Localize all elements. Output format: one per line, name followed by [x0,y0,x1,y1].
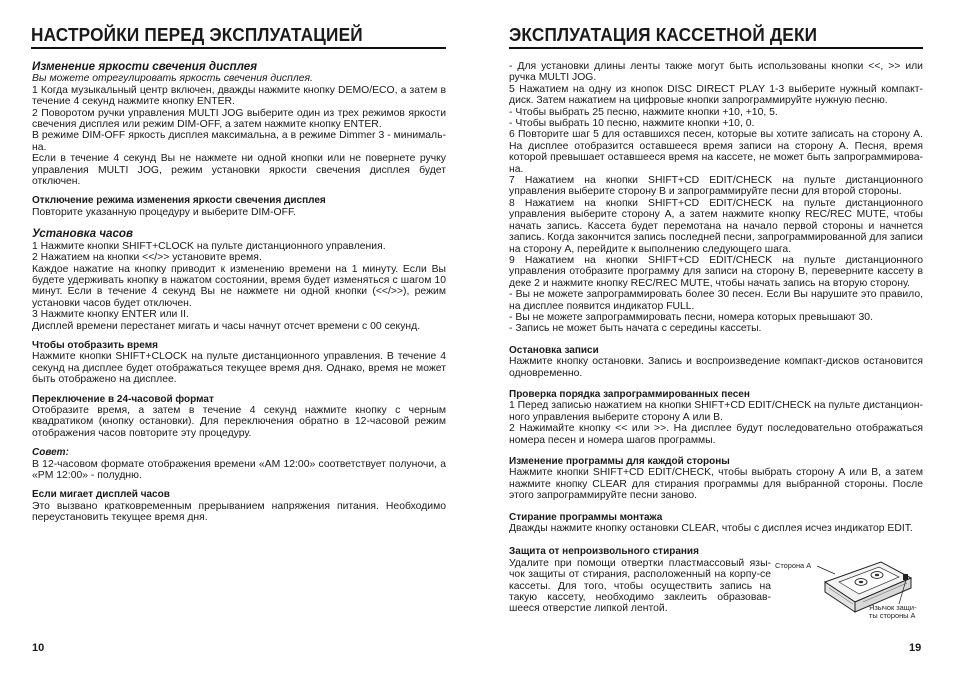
change-text: Нажмите кнопки SHIFT+CD EDIT/CHECK, чтобы выбрать сторону А или В, а затем нажмите кнопку CLEAR для стирания программы для выбранной стороны. После этого запрограммируйте песни заново. [509,467,923,502]
protect-tab [903,574,908,580]
page-title: ЭКСПЛУАТАЦИЯ КАССЕТНОЙ ДЕКИ [509,24,818,45]
format24-text: Отобразите время, а затем в течение 4 секунд нажмите кнопку с черным квадратиком (кнопку остановки). Для переключения обратно в 12-часовой режим отображения часов повторите эту процедуру. [32,404,446,439]
page-number: 10 [32,642,45,654]
page-title: НАСТРОЙКИ ПЕРЕД ЭКСПЛУАТАЦИЕЙ [31,24,363,45]
section-heading-show-time: Чтобы отобразить время [32,339,158,351]
clock-note: Каждое нажатие на кнопку приводит к изменению времени на 1 минуту. Если Вы будете удерживать кнопку в нажатом состоянии, время будет изменяться с шагом 10 минут. Если в течение 4 секунд Вы не нажмете ни одной кнопки (<</>>), режим установки часов будет отключен. [32,263,446,309]
section-heading-24h: Переключение в 24-часовой формат [32,393,214,405]
clock-step-3: 3 Нажмите кнопку ENTER или II. [32,309,189,321]
disable-text: Повторите указанную процедуру и выберите DIM-OFF. [32,206,297,218]
section-heading-protect: Защита от непроизвольного стирания [509,546,699,558]
note-over-30: - Вы не можете запрограммировать песни, номера которых превышают 30. [509,311,873,323]
right-column [509,61,923,615]
brightness-timeout: Если в течение 4 секунд Вы не нажмете ни одной кнопки или не повернете ручку управления MULTI JOG, режим установки яркости свечения дисплея будет отключен. [32,153,446,188]
section-heading-erase: Стирание программы монтажа [509,511,663,523]
note-full: - Вы не можете запрограммировать более 30 песен. Если Вы нарушите это правило, на дисплее появится индикатор FULL. [509,289,923,312]
step-5: 5 Нажатием на одну из кнопок DISC DIRECT PLAY 1-3 выберите нужный компакт-диск. Затем нажатием на цифровые кнопки запрограммируйте нужную песню. [509,83,923,107]
clock-step-2: 2 Нажатием на кнопки <</>> установите время. [32,252,262,264]
section-heading-clock: Установка часов [32,227,133,241]
cassette-illustration [773,552,923,632]
leader-line-a [817,566,835,574]
section-heading-check: Проверка порядка запрограммированных песен [509,388,750,400]
brightness-step-1: 1 Когда музыкальный центр включен, дважды нажмите кнопку DEMO/ECO, а затем в течение 4 секунд нажмите кнопку ENTER. [32,84,446,108]
blink-text: Это вызвано кратковременным прерыванием напряжения питания. Необходимо переустановить текущее время дня. [32,500,446,524]
figure-label-tab-line2: ты стороны А [869,611,916,621]
tip-text: В 12-часовом формате отображения времени «AM 12:00» соответствует полуночи, а «PM 12:00» - полудню. [32,458,446,481]
step-8: 8 Нажатием на кнопки SHIFT+CD EDIT/CHECK на пульте дистанционного управления выберите сторону А, а затем нажмите кнопку REC/REC MUTE, чтобы начать запись. Кассета будет перемотана на начало первой стороны и начнется запись. Когда закончится запись последней песни, запрограммированной для записи на сторону А, перейдите к выполнению следующего шага. [509,197,923,255]
title-rule [509,47,923,49]
note-mid-cassette: - Запись не может быть начата с середины кассеты. [509,323,762,335]
step-6: 6 Повторите шаг 5 для оставшихся песен, которые вы хотите записать на сторону А. На дисплее отобразится оставшееся время записи на сторону А. Песня, время которой превышает оставшееся время на кассете, не может быть запрограммирова-на. [509,129,923,175]
section-heading-blink: Если мигает дисплей часов [32,489,170,501]
right-page [477,0,954,675]
section-heading-disable: Отключение режима изменения яркости свечения дисплея [32,195,326,207]
brightness-note: В режиме DIM-OFF яркость дисплея максимальна, а в режиме Dimmer 3 - минималь-на. [32,130,446,153]
left-column [32,61,446,524]
show-time-text: Нажмите кнопки SHIFT+CLOCK на пульте дистанционного управления. В течение 4 секунд на дисплее будет отображаться текущее время дня. Однако, время не может быть отображено на дисплее. [32,351,446,386]
stop-text: Нажмите кнопку остановки. Запись и воспроизведение компакт-дисков остановится одновременно. [509,356,923,379]
clock-result: Дисплей времени перестанет мигать и часы начнут отсчет времени с 00 секунд. [32,320,421,332]
protect-text: Удалите при помощи отвертки пластмассовый язы-чок защиты от стирания, расположенный на корпу-се кассеты. Для того, чтобы осуществить запись на такую кассету, необходимо заклеить образовав-шееся отверстие липкой лентой. [509,557,771,615]
section-heading-change: Изменение программы для каждой стороны [509,456,730,467]
cassette-body [825,562,911,612]
page-number: 19 [909,642,922,654]
step-5-example-25: - Чтобы выбрать 25 песню, нажмите кнопки +10, +10, 5. [509,106,778,118]
step-7: 7 Нажатием на кнопки SHIFT+CD EDIT/CHECK на пульте дистанционного управления выберите сторону В и запрограммируйте песни для второй стороны. [509,175,923,198]
title-rule [31,47,446,49]
figure-label-tab-line1: Язычок защи- [869,603,917,612]
erase-text: Дважды нажмите кнопку остановки CLEAR, чтобы с дисплея исчез индикатор EDIT. [509,523,913,535]
section-heading-tip: Совет: [32,447,69,459]
step-9: 9 Нажатием на кнопки SHIFT+CD EDIT/CHECK на пульте дистанционного управления отобразите программу для записи на сторону В, переверните кассету в деке 2 и нажмите кнопку REC/REC MUTE, чтобы начать запись на вторую сторону. [509,254,923,289]
brightness-subtitle: Вы можете отрегулировать яркость свечения дисплея. [32,73,313,85]
section-heading-brightness: Изменение яркости свечения дисплея [32,60,258,73]
clock-step-1: 1 Нажмите кнопки SHIFT+CLOCK на пульте дистанционного управления. [32,240,386,252]
cassette-drawing [773,552,923,632]
section-heading-stop: Остановка записи [509,344,599,356]
check-step-2: 2 Нажимайте кнопку << или >>. На дисплее будут последовательно отображаться номера песен и номера шагов программы. [509,423,923,446]
figure-label-side-a: Сторона А [775,561,812,570]
check-step-1: 1 Перед записью нажатием на кнопки SHIFT+CD EDIT/CHECK на пульте дистанцион-ного управления выберите сторону А или В. [509,400,923,423]
brightness-step-2: 2 Поворотом ручки управления MULTI JOG выберите один из трех режимов яркости свечения дисплея или режим DIM-OFF, а затем нажмите кнопку ENTER. [32,107,446,131]
intro-tape-length: - Для установки длины ленты также могут быть использованы кнопки <<, >> или ручка MULTI JOG. [509,61,923,84]
step-5-example-10: - Чтобы выбрать 10 песню, нажмите кнопки +10, 0. [509,118,755,130]
